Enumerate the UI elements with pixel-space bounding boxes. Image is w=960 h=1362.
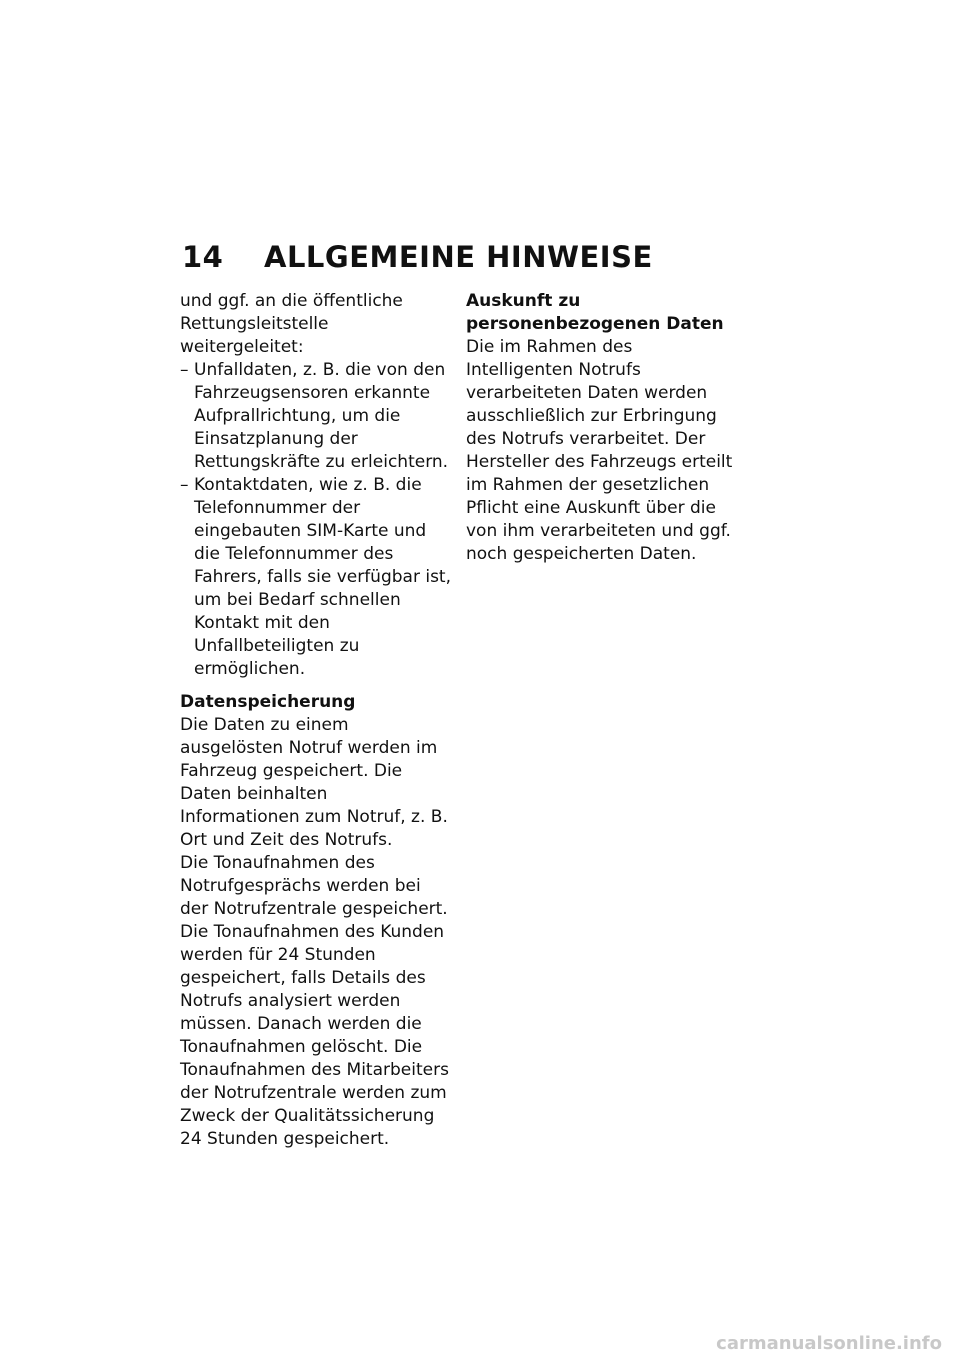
right-column — [466, 290, 738, 566]
watermark-text: carmanualsonline.info — [716, 1333, 942, 1354]
chapter-title: ALLGEMEINE HINWEISE — [264, 240, 653, 274]
chapter-header — [180, 240, 780, 280]
list-item: – Kontaktdaten, wie z. B. die Telefonnummer der eingebauten SIM-Karte und die Telefonnummer des Fahrers, falls sie verfügbar ist, um bei Bedarf schnellen Kontakt mit den Unfallbeteiligten zu ermöglichen. — [180, 474, 452, 681]
paragraph: Die im Rahmen des Intelligenten Notrufs verarbeiteten Daten werden ausschließlich zur Erbringung des Notrufs verarbeitet. Der Hersteller des Fahrzeugs erteilt im Rahmen der gesetzlichen Pflicht eine Auskunft über die von ihm verarbeiteten und ggf. noch gespeicherten Daten. — [466, 337, 733, 564]
dash-list — [180, 359, 452, 681]
paragraph: Die Daten zu einem ausgelösten Notruf werden im Fahrzeug gespeichert. Die Daten beinhalten Informationen zum Notruf, z. B. Ort und Zeit des Notrufs. — [180, 715, 448, 850]
paragraph: Die Tonaufnahmen des Notrufgesprächs werden bei der Notrufzentrale gespeichert. — [180, 853, 448, 919]
intro-text: und ggf. an die öffentliche Rettungsleitstelle weitergeleitet: — [180, 291, 403, 357]
left-column — [180, 290, 452, 1151]
section-heading-auskunft: Auskunft zu personenbezogenen Daten — [466, 291, 724, 334]
section-heading-datenspeicherung: Datenspeicherung — [180, 692, 356, 712]
list-item: – Unfalldaten, z. B. die von den Fahrzeugsensoren erkannte Aufprallrichtung, um die Einsatzplanung der Rettungskräfte zu erleichtern. — [180, 359, 452, 474]
paragraph: Die Tonaufnahmen des Kunden werden für 24 Stunden gespeichert, falls Details des Notrufs analysiert werden müssen. Danach werden die Tonaufnahmen gelöscht. Die Tonaufnahmen des Mitarbeiters der Notrufzentrale werden zum Zweck der Qualitätssicherung 24 Stunden gespeichert. — [180, 922, 449, 1149]
chapter-number: 14 — [182, 240, 224, 274]
